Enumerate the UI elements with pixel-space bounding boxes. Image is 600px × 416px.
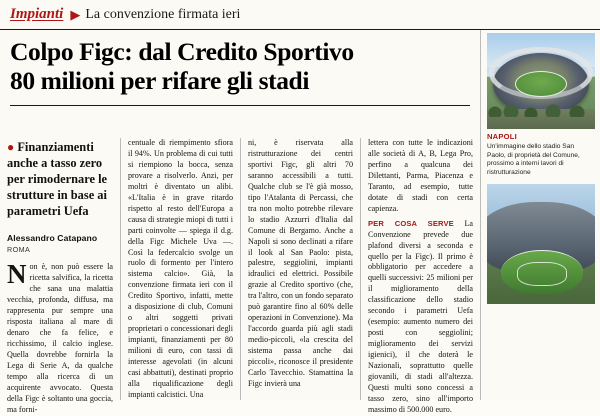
stadio-aerial-photo (487, 184, 595, 304)
stadio-san-paolo-photo (487, 33, 595, 129)
article-main (0, 30, 480, 414)
body-paragraph-col3: ni, è riservata alla ristrutturazione dei centri sportivi Figc, gli altri 70 saranno accessibili a tutti. Qualche club se l'è già mosso, tipo l'Atalanta di Percassi, che tra non molto potrebbe rilevare lo stadio Azzurri d'Italia dal Comune di Bergamo. Anche a Napoli si sono declinati a rifare il look al San Paolo: pista, palestre, seggiolini, impianti idraulici ed elettrici. Possibile grazie al Credito sportivo (che, tra l'altro, con un fondo separato può garantire fino al 60% delle operazioni in Convenzione). Ma l'accordo guarda più agli stadi medio-piccoli, «la crescita del sistema passa anche dai piccoli», riconosce il presidente Carlo Tavecchio. Stamattina la Figc invierà una (248, 138, 353, 388)
column-2 (120, 138, 240, 400)
headline-divider (10, 105, 470, 106)
subhead-per-cosa-serve: PER COSA SERVE (368, 218, 454, 228)
body-paragraph-col4-b-text: La Convenzione prevede due plafond diversi a seconda e quello per la Figc). Il primo è obbligatorio per accedere a quelli successivi: 25 milioni per il miglioramento della classificazione dello stadio secondo i parametri Uefa (esempio: aumento numero dei posti con seggiolini; miglioramento dei servizi igienici), il che doterà le Nazionali, soprattutto quelle giovanili, di stadi all'altezza. Questi multi sono concessi a tasso zero, sino all'importo massimo di 500.000 euro. (368, 218, 473, 414)
byline-author: Alessandro Catapano (7, 233, 98, 244)
column-1 (0, 138, 120, 414)
headline-line-2: 80 milioni per rifare gli stadi (10, 65, 310, 95)
section-label: Impianti (10, 6, 64, 22)
bullet-icon: ● (7, 140, 15, 154)
headline-line-1: Colpo Figc: dal Credito Sportivo (10, 37, 354, 66)
body-paragraph-col1: Non è, non può essere la ricetta salvifica, la ricetta che sana una malattia vecchia, profonda, diffusa, ma rappresenta pur sempre una risposta italiana al mare di denaro che fa felice, e ricchissimo, il calcio inglese. Quella dovrebbe fornirla la Lega di Serie A, da qualche tempo alla ricerca di un acquirente avvocato. Questa della Figc è soltanto una goccia, ma forni- (7, 259, 113, 414)
article-summary (7, 138, 113, 219)
pitch-markings (517, 262, 567, 286)
stadium-pitch (515, 71, 567, 97)
summary-text: Finanziamenti anche a tasso zero per rimodernare le strutture in base ai parametri Uefa (7, 140, 108, 218)
section-kicker-bar (0, 0, 600, 30)
body-paragraph-col4-b (368, 219, 473, 416)
article-columns (0, 138, 480, 414)
body-paragraph-col2: centuale di riempimento sfiora il 94%. Un problema di cui tutti si riempiono la bocca, senza provare a risolverlo. Anzi, per moltri è diventato un alibi. «L'Italia è in grave ritardo rispetto al resto dell'Europa a causa di strategie miopi di tutti i parti coinvolte — spiega il d.g. della Figc Michele Uva —. Così la federcalcio svolge un ruolo di formento per l'intero sistema calcio». Già, la convenzione firmata ieri con il Credito Sportivo, infatti, mette a disposizione di club, Comuni o altri soggetti privati proprietari o concessionari degli impianti, finanziamenti per 80 milioni di euro, con tassi di interesse agevolati (in alcuni casi abbattuti), destinati proprio alla riqualificazione degli impianti calcistici. Una (128, 138, 233, 399)
arrow-right-icon: ▶ (70, 7, 81, 22)
body-paragraph-col4-a: lettera con tutte le indicazioni alle società di A, B, Lega Pro, perfino a qualcuna dei Dilettanti, Parma, Piacenza e Taranto, ad esempio, tutte dotate di stadi con certa capienza. (368, 138, 473, 213)
photo-rail (480, 30, 600, 400)
byline-location: ROMA (7, 245, 31, 255)
photo-trees (487, 103, 595, 117)
column-3 (240, 138, 360, 400)
kicker-subtitle: La convenzione firmata ieri (85, 6, 241, 22)
photo-location-tag: NAPOLI (487, 132, 517, 141)
column-4 (360, 138, 480, 414)
photo-caption: Un'immagine dello stadio San Paolo, di proprietà del Comune, prossimo a interni lavori di ristrutturazione (487, 143, 580, 177)
headline (0, 30, 480, 99)
